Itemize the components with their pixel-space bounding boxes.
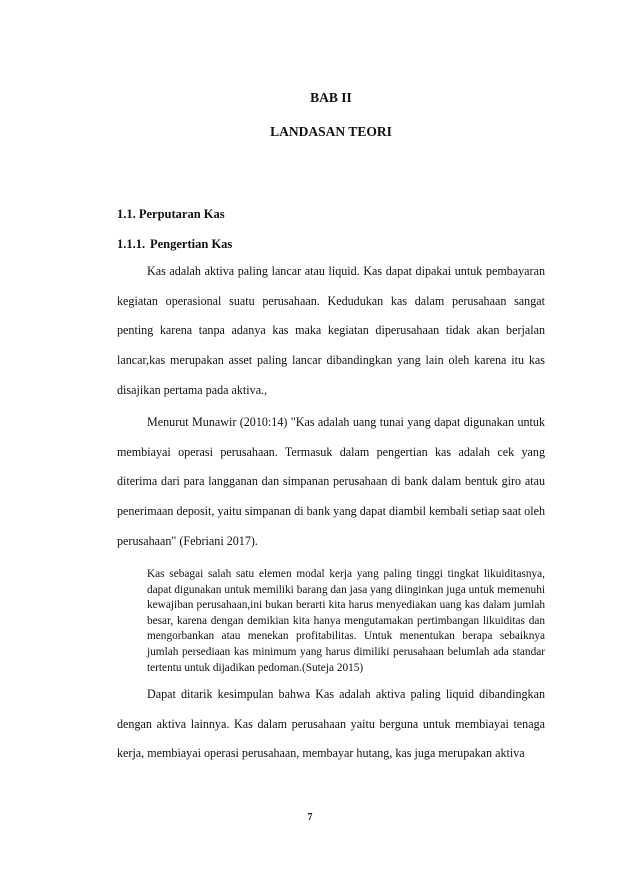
paragraph-conclusion: Dapat ditarik kesimpulan bahwa Kas adalah aktiva paling liquid dibandingkan dengan aktiva lainnya. Kas dalam perusahaan yaitu berguna untuk membiayai tenaga kerja, membiayai operasi perusahaan, membayar hutang, kas juga merupakan aktiva: [117, 687, 545, 761]
subsection-heading: [117, 237, 232, 252]
section-heading: 1.1. Perputaran Kas: [117, 207, 225, 221]
paragraph-kas-definition: Kas adalah aktiva paling lancar atau liquid. Kas dapat dipakai untuk pembayaran kegiatan operasional suatu perusahaan. Kedudukan kas dalam perusahaan sangat penting karena tanpa adanya kas maka kegiatan diperusahaan tidak akan berjalan lancar,kas merupakan asset paling lancar dibandingkan yang lain oleh karena itu kas disajikan pertama pada aktiva.,: [117, 264, 545, 397]
page-number: 7: [307, 812, 313, 823]
chapter-title: LANDASAN TEORI: [270, 124, 392, 139]
subsection-number: 1.1.1.: [117, 237, 146, 251]
subsection-title: Pengertian Kas: [150, 237, 233, 251]
chapter-number: BAB II: [310, 90, 352, 105]
paragraph-munawir-citation: Menurut Munawir (2010:14) "Kas adalah uang tunai yang dapat digunakan untuk membiayai operasi perusahaan. Termasuk dalam pengertian kas adalah cek yang diterima dari para langganan dan simpanan perusahaan di bank dalam bentuk giro atau penerimaan deposit, yaitu simpanan di bank yang dapat diambil kembali setiap saat oleh perusahaan" (Febriani 2017).: [117, 415, 545, 548]
block-quote-suteja: Kas sebagai salah satu elemen modal kerja yang paling tinggi tingkat likuiditasnya, dapat digunakan untuk memiliki barang dan jasa yang diinginkan juga untuk memenuhi kewajiban perusahaan,ini bukan berarti kita harus menyediakan uang kas dalam jumlah besar, karena dengan demikian kita hanya mengutamakan pertimbangan likuiditas dan mengorbankan atau menekan profitabilitas. Untuk menentukan berapa sebaiknya jumlah persediaan kas minimum yang harus dimiliki perusahaan belumlah ada standar tertentu untuk dijadikan pedoman.(Suteja 2015): [147, 568, 545, 674]
